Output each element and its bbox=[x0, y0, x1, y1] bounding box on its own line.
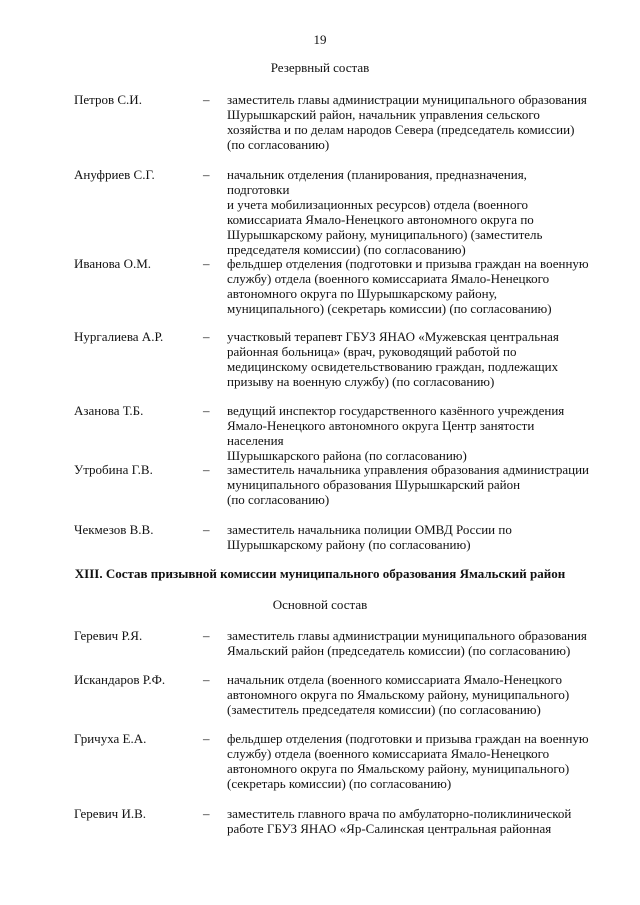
page-number: 19 bbox=[313, 32, 327, 47]
member-name: Ануфриев С.Г. bbox=[74, 167, 155, 182]
member-dash: – bbox=[203, 672, 210, 687]
member-description: фельдшер отделения (подготовки и призыва граждан на военную службу) отдела (военного комиссариата Ямало-Ненецкого автономного округа по Ямальскому району, муниципального) (секретарь комиссии) (по согласованию) bbox=[227, 731, 589, 791]
reserve-heading: Резервный состав bbox=[270, 60, 370, 75]
member-description: участковый терапевт ГБУЗ ЯНАО «Мужевская центральная районная больница» (врач, руководящий работой по медицинскому освидетельствованию граждан, подлежащих призыву на военную службу) (по согласованию) bbox=[227, 329, 559, 389]
member-description: фельдшер отделения (подготовки и призыва граждан на военную службу) отдела (военного комиссариата Ямало-Ненецкого автономного округа по Шурышкарскому району, муниципального) (секретарь комиссии) (по согласованию) bbox=[227, 256, 589, 316]
member-description: заместитель начальника полиции ОМВД России по Шурышкарскому району (по согласованию) bbox=[227, 522, 512, 552]
member-dash: – bbox=[203, 462, 210, 477]
member-dash: – bbox=[203, 256, 210, 271]
member-name: Геревич И.В. bbox=[74, 806, 147, 821]
member-dash: – bbox=[203, 522, 210, 537]
section-title: XIII. Состав призывной комиссии муниципального образования Ямальский район bbox=[74, 566, 566, 581]
member-dash: – bbox=[203, 167, 210, 182]
member-description: заместитель главы администрации муниципального образования Шурышкарский район, начальник управления сельского хозяйства и по делам народов Севера (председатель комиссии) (по согласованию) bbox=[227, 92, 587, 152]
member-dash: – bbox=[203, 731, 210, 746]
member-dash: – bbox=[203, 92, 210, 107]
member-description: заместитель главы администрации муниципального образования Ямальский район (председатель комиссии) (по согласованию) bbox=[227, 628, 587, 658]
member-name: Петров С.И. bbox=[74, 92, 142, 107]
member-name: Чекмезов В.В. bbox=[74, 522, 154, 537]
member-description: начальник отдела (военного комиссариата Ямало-Ненецкого автономного округа по Ямальскому району, муниципального) (заместитель председателя комиссии) (по согласованию) bbox=[227, 672, 570, 717]
member-description: заместитель главного врача по амбулаторно-поликлинической работе ГБУЗ ЯНАО «Яр-Салинская центральная районная bbox=[227, 806, 572, 836]
member-description: начальник отделения (планирования, предназначения, подготовки и учета мобилизационных ресурсов) отдела (военного комиссариата Ямало-Ненецкого автономного округа по Шурышкарскому району, муниципального) (заместитель председателя комиссии) (по согласованию) bbox=[227, 167, 543, 257]
member-dash: – bbox=[203, 329, 210, 344]
member-name: Утробина Г.В. bbox=[74, 462, 153, 477]
member-dash: – bbox=[203, 403, 210, 418]
member-name: Искандаров Р.Ф. bbox=[74, 672, 166, 687]
member-name: Иванова О.М. bbox=[74, 256, 152, 271]
member-name: Нургалиева А.Р. bbox=[74, 329, 164, 344]
member-name: Гричуха Е.А. bbox=[74, 731, 147, 746]
member-description: ведущий инспектор государственного казённого учреждения Ямало-Ненецкого автономного округа Центр занятости населения Шурышкарского района (по согласованию) bbox=[227, 403, 565, 463]
member-name: Геревич Р.Я. bbox=[74, 628, 143, 643]
main-heading: Основной состав bbox=[272, 597, 368, 612]
member-dash: – bbox=[203, 628, 210, 643]
member-description: заместитель начальника управления образования администрации муниципального образования Шурышкарский район (по согласованию) bbox=[227, 462, 590, 507]
member-dash: – bbox=[203, 806, 210, 821]
member-name: Азанова Т.Б. bbox=[74, 403, 144, 418]
